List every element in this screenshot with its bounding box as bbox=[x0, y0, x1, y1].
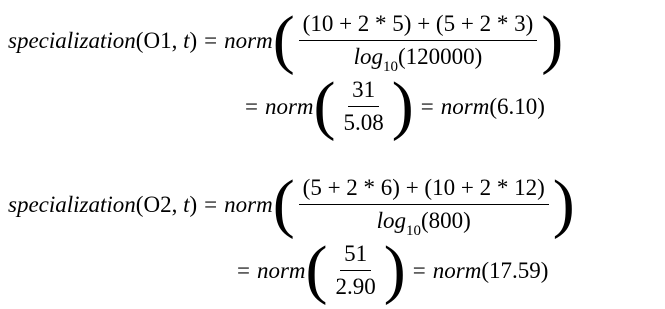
equation-1-simplified-argument bbox=[313, 69, 414, 142]
equation-2-simplified-numerator: 51 bbox=[340, 242, 371, 271]
equation-2-time-arg: t bbox=[183, 191, 190, 217]
equation-1-log-base: 10 bbox=[382, 59, 398, 75]
equation-2-simplified-denominator: 2.90 bbox=[335, 274, 376, 299]
equation-1-simplified-denominator: 5.08 bbox=[343, 110, 384, 135]
equation-2-open-paren: ( bbox=[135, 191, 144, 217]
equation-1-line-2 bbox=[238, 69, 545, 142]
equation-1-object-arg: O1 bbox=[143, 27, 172, 53]
equation-2-denominator bbox=[373, 205, 475, 239]
equation-1-close-paren: ) bbox=[189, 27, 198, 53]
equation-1-big-left-paren: ( bbox=[272, 3, 295, 76]
equation-1-open-paren: ( bbox=[135, 27, 144, 53]
equation-2-line-2-big-right-paren: ) bbox=[383, 233, 406, 306]
equation-1-line-2-big-right-paren: ) bbox=[391, 69, 414, 142]
equation-2-function-name: specialization bbox=[8, 191, 136, 217]
equation-2-result-norm-label: norm bbox=[432, 257, 482, 283]
equation-1-result-norm-label: norm bbox=[440, 93, 490, 119]
equation-1-simplified-fraction bbox=[340, 78, 388, 134]
equation-1-log-argument: (120000) bbox=[397, 44, 483, 69]
equation-1-log-label: log bbox=[353, 44, 383, 69]
equation-2-result-value: (17.59) bbox=[481, 257, 549, 283]
equation-2-comma: , bbox=[171, 191, 184, 217]
equation-2-result-equals-sign: = bbox=[412, 257, 426, 283]
equation-2-equals-sign: = bbox=[204, 191, 218, 217]
equation-1-function-name: specialization bbox=[8, 27, 136, 53]
equation-2-simplified-argument bbox=[305, 233, 406, 306]
equation-1-line-2-equals-sign: = bbox=[245, 93, 258, 119]
equation-2-fraction bbox=[299, 175, 549, 239]
equation-1-numerator: (10 + 2 * 5) + (5 + 2 * 3) bbox=[299, 12, 538, 41]
equation-2-numerator: (5 + 2 * 6) + (10 + 2 * 12) bbox=[299, 176, 549, 205]
equation-1-line-1 bbox=[8, 3, 564, 76]
equation-2-object-arg: O2 bbox=[143, 191, 172, 217]
equation-2-log-base: 10 bbox=[405, 223, 421, 239]
equation-2-close-paren: ) bbox=[189, 191, 198, 217]
equation-1-comma: , bbox=[171, 27, 184, 53]
equation-1-result-value: (6.10) bbox=[489, 93, 545, 119]
equation-1-norm-argument bbox=[272, 3, 564, 76]
equation-2-line-2-norm-label: norm bbox=[256, 257, 306, 283]
equation-2-line-2-big-left-paren: ( bbox=[305, 233, 328, 306]
equation-2-simplified-fraction bbox=[332, 242, 380, 298]
equation-2-log-argument: (800) bbox=[420, 208, 471, 233]
equation-1-denominator bbox=[350, 41, 487, 75]
equation-1-big-right-paren: ) bbox=[541, 3, 564, 76]
equation-1-time-arg: t bbox=[183, 27, 190, 53]
equation-2-line-1 bbox=[8, 167, 575, 240]
equation-1-norm-label: norm bbox=[224, 27, 273, 53]
equation-1-simplified-numerator: 31 bbox=[348, 78, 379, 107]
equation-1-line-2-big-left-paren: ( bbox=[313, 69, 336, 142]
equation-2-log-label: log bbox=[376, 208, 406, 233]
equation-1-fraction bbox=[299, 11, 538, 75]
equation-2-norm-label: norm bbox=[224, 191, 273, 217]
equation-1-result-equals-sign: = bbox=[420, 93, 434, 119]
equation-1-equals-sign: = bbox=[204, 27, 218, 53]
equation-2-line-2-equals-sign: = bbox=[237, 257, 250, 283]
equation-2-norm-argument bbox=[272, 167, 575, 240]
equation-2-big-right-paren: ) bbox=[552, 167, 575, 240]
equation-2-line-2 bbox=[230, 233, 549, 306]
equation-2-big-left-paren: ( bbox=[272, 167, 295, 240]
equation-1-line-2-norm-label: norm bbox=[264, 93, 314, 119]
